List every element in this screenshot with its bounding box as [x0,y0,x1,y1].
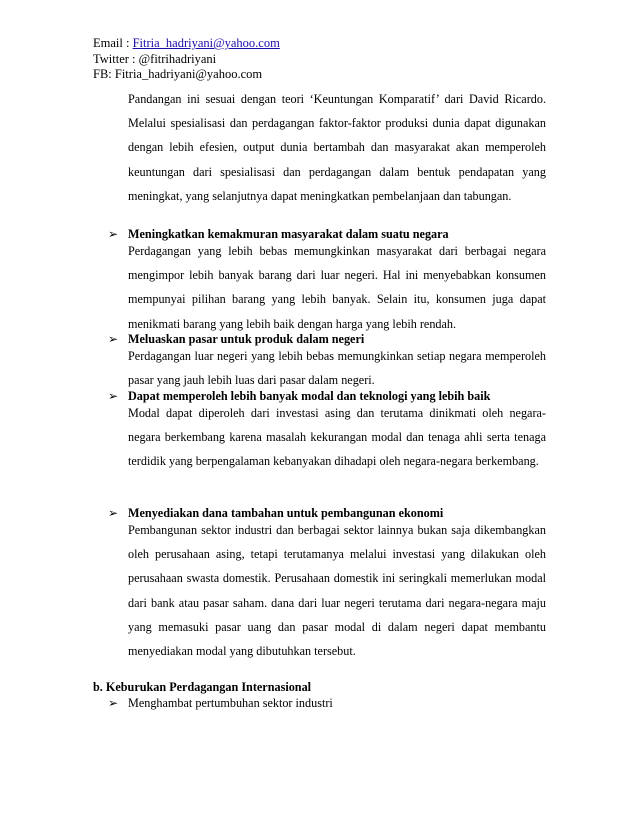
arrow-bullet-icon: ➢ [108,227,119,241]
bullet-paragraph: Perdagangan luar negeri yang lebih bebas memungkinkan setiap negara memperoleh pasar yang jauh lebih luas dari pasar dalam negeri. [128,349,546,388]
email-label: Email : [93,36,133,50]
fb-line: FB: Fitria_hadriyani@yahoo.com [93,67,263,81]
bullet-paragraph: Pembangunan sektor industri dan berbagai sektor lainnya bukan saja dikembangkan oleh perusahaan asing, tetapi terutamanya melalui investasi yang dilakukan oleh perusahaan swasta domestik. Perusahaan domestik ini seringkali memerlukan modal dari bank atau pasar saham. dana dari luar negeri terutama dari negara-negara maju yang memasuki pasar uang dan pasar modal di dalam negeri dapat membantu menyediakan modal yang dibutuhkan tersebut. [128,523,546,659]
twitter-line: Twitter : @fitrihadriyani [93,51,217,66]
bullet-title: Meningkatkan kemakmuran masyarakat dalam suatu negara [128,227,449,241]
arrow-bullet-icon: ➢ [108,332,119,346]
bullet-heading [108,695,333,711]
section-b-heading: b. Keburukan Perdagangan Internasional [93,680,312,694]
email-line [93,36,280,52]
arrow-bullet-icon: ➢ [108,389,119,403]
email-link[interactable]: Fitria_hadriyani@yahoo.com [132,36,280,50]
bullet-paragraph: Modal dapat diperoleh dari investasi asing dan terutama dinikmati oleh negara-negara berkembang karena masalah kekurangan modal dan tenaga ahli serta tenaga terdidik yang berpengalaman kebanyakan dihadapi oleh negara-negara berkembang. [128,406,546,469]
arrow-bullet-icon: ➢ [108,696,119,710]
bullet-title: Dapat memperoleh lebih banyak modal dan teknologi yang lebih baik [128,389,491,403]
bullet-title: Meluaskan pasar untuk produk dalam negeri [128,332,365,346]
bullet-title: Menghambat pertumbuhan sektor industri [128,696,333,710]
bullet-title: Menyediakan dana tambahan untuk pembangunan ekonomi [128,506,444,520]
intro-paragraph: Pandangan ini sesuai dengan teori ‘Keuntungan Komparatif’ dari David Ricardo. Melalui spesialisasi dan perdagangan faktor-faktor produksi dunia dapat digunakan dengan lebih efesien, output dunia bertambah dan masyarakat akan memperoleh keuntungan dari spesialisasi dan perdagangan dalam bentuk pendapatan yang meningkat, yang selanjutnya dapat meningkatkan pembelanjaan dan tabungan. [128,92,546,203]
arrow-bullet-icon: ➢ [108,506,119,520]
bullet-paragraph: Perdagangan yang lebih bebas memungkinkan masyarakat dari berbagai negara mengimpor lebih banyak barang dari luar negeri. Hal ini menyebabkan konsumen mempunyai pilihan barang yang lebih banyak. Selain itu, konsumen juga dapat menikmati barang yang lebih baik dengan harga yang lebih rendah. [128,244,546,331]
contact-header [93,36,280,83]
